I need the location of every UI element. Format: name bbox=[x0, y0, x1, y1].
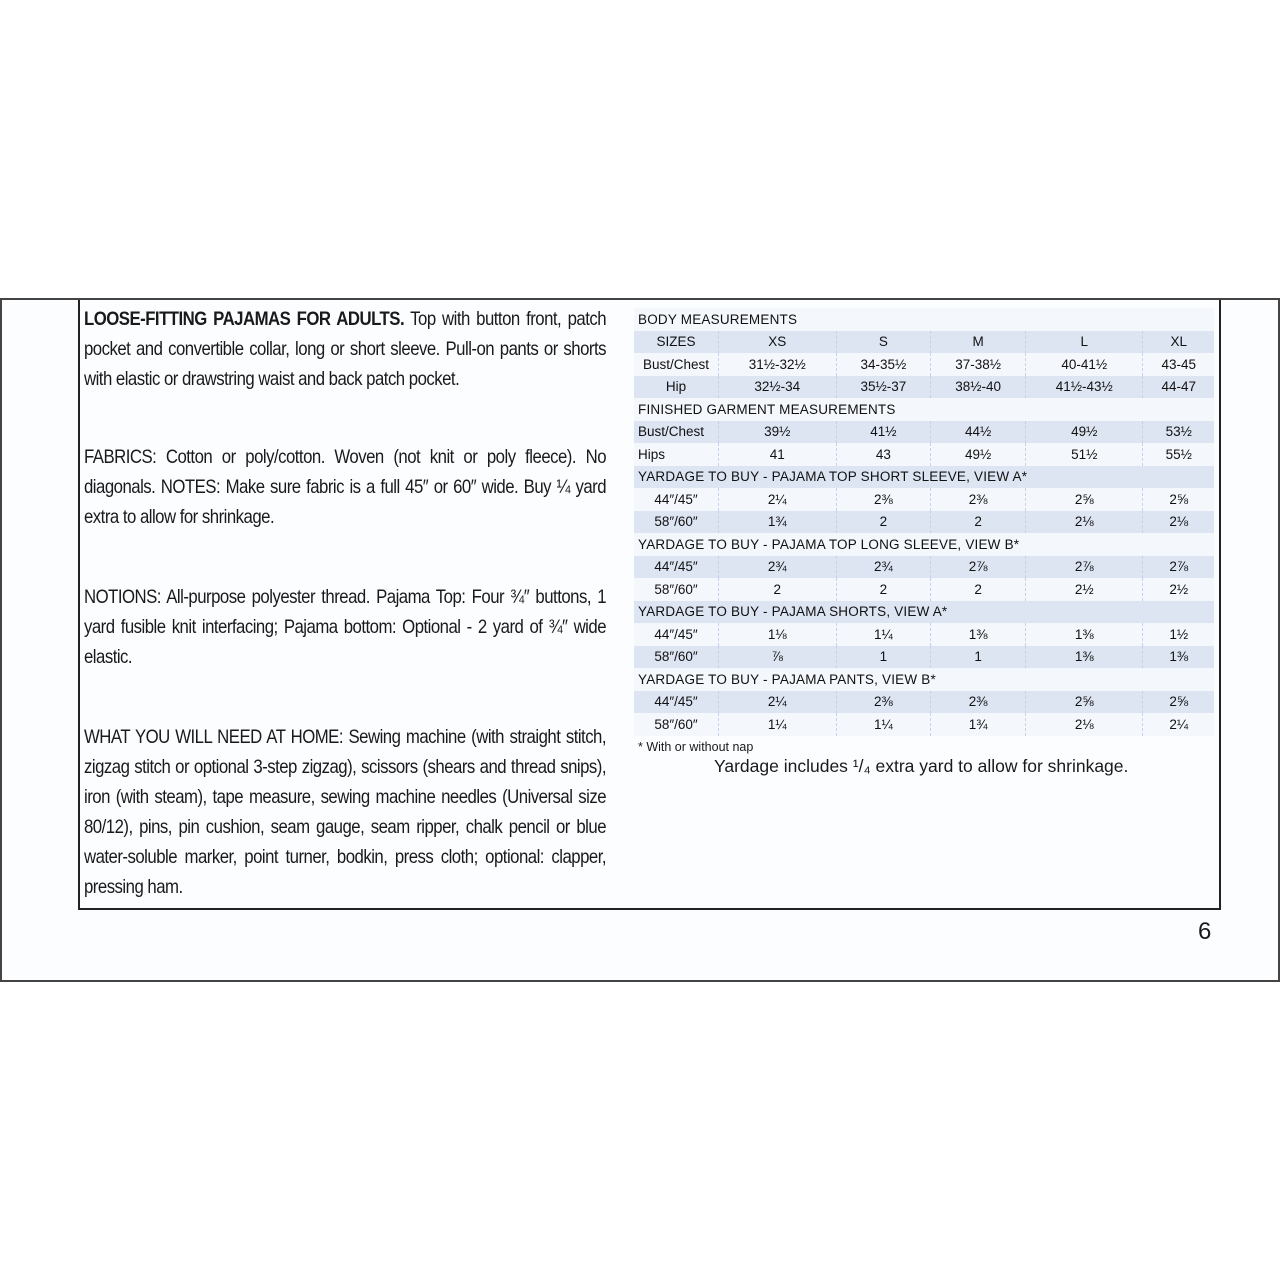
table-cell: 44½ bbox=[931, 421, 1026, 444]
table-cell: 53½ bbox=[1143, 421, 1214, 444]
section-title: YARDAGE TO BUY - PAJAMA TOP SHORT SLEEVE, VIEW A* bbox=[634, 466, 1214, 489]
section-title: FINISHED GARMENT MEASUREMENTS bbox=[634, 398, 1214, 421]
long-sleeve-58-row bbox=[634, 578, 1214, 601]
table-cell: 2⅝ bbox=[1025, 691, 1143, 714]
row-label: 58″/60″ bbox=[634, 578, 719, 601]
table-cell: 2⅛ bbox=[1025, 713, 1143, 736]
intro-title: LOOSE-FITTING PAJAMAS FOR ADULTS. bbox=[84, 308, 405, 330]
shorts-44-row bbox=[634, 623, 1214, 646]
hip-row bbox=[634, 376, 1214, 399]
measurement-table-wrap bbox=[634, 308, 1214, 777]
table-cell: 2¼ bbox=[1143, 713, 1214, 736]
table-cell: 2⅝ bbox=[1143, 691, 1214, 714]
intro-text: Top with button front, patch pocket and convertible collar, long or short sleeve. Pull-on pants or shorts with elastic or drawstring waist and back patch pocket. bbox=[84, 308, 607, 390]
fabrics-paragraph: FABRICS: Cotton or poly/cotton. Woven (not knit or poly fleece). No diagonals. NOTES: Make sure fabric is a full 45″ or 60″ wide. Buy ¼ yard extra to allow for shrinkage. bbox=[84, 446, 607, 528]
table-cell: 1¼ bbox=[836, 623, 931, 646]
table-cell: 32½-34 bbox=[719, 376, 837, 399]
row-label: 44″/45″ bbox=[634, 691, 719, 714]
table-cell: 2⅛ bbox=[1143, 511, 1214, 534]
row-label: 58″/60″ bbox=[634, 713, 719, 736]
table-cell: 2¼ bbox=[719, 488, 837, 511]
table-cell: 43-45 bbox=[1143, 353, 1214, 376]
row-label: 44″/45″ bbox=[634, 623, 719, 646]
table-cell: 55½ bbox=[1143, 443, 1214, 466]
table-cell: 49½ bbox=[1025, 421, 1143, 444]
short-sleeve-58-row bbox=[634, 511, 1214, 534]
bust-chest-row bbox=[634, 353, 1214, 376]
table-cell: 2⅝ bbox=[1143, 488, 1214, 511]
table-cell: 1 bbox=[931, 646, 1026, 669]
section-title: YARDAGE TO BUY - PAJAMA TOP LONG SLEEVE, VIEW B* bbox=[634, 533, 1214, 556]
table-cell: 1½ bbox=[1143, 623, 1214, 646]
section-title: YARDAGE TO BUY - PAJAMA SHORTS, VIEW A* bbox=[634, 601, 1214, 624]
table-cell: 2⅜ bbox=[836, 488, 931, 511]
shorts-58-row bbox=[634, 646, 1214, 669]
pants-44-row bbox=[634, 691, 1214, 714]
measurement-table bbox=[634, 308, 1214, 736]
table-cell: 1⅜ bbox=[1025, 623, 1143, 646]
short-sleeve-header bbox=[634, 466, 1214, 489]
table-cell: 1⅜ bbox=[1143, 646, 1214, 669]
table-cell: 2 bbox=[719, 578, 837, 601]
nap-footnote: * With or without nap bbox=[638, 739, 754, 754]
yardage-note: Yardage includes ¹/₄ extra yard to allow for shrinkage. bbox=[714, 755, 1129, 776]
long-sleeve-header bbox=[634, 533, 1214, 556]
size-cell: L bbox=[1025, 331, 1143, 354]
table-cell: 2⅜ bbox=[931, 691, 1026, 714]
table-cell: 1⅜ bbox=[1025, 646, 1143, 669]
table-cell: 44-47 bbox=[1143, 376, 1214, 399]
table-cell: 2 bbox=[836, 511, 931, 534]
home-needs-paragraph: WHAT YOU WILL NEED AT HOME: Sewing machine (with straight stitch, zigzag stitch or optional 3-step zigzag), scissors (shears and thread snips), iron (with steam), tape measure, sewing machine needles (Universal size 80/12), pins, pin cushion, seam gauge, seam ripper, chalk pencil or blue water-soluble marker, point turner, bodkin, press cloth; optional: clapper, pressing ham. bbox=[84, 726, 607, 898]
table-cell: 51½ bbox=[1025, 443, 1143, 466]
pants-header bbox=[634, 668, 1214, 691]
row-label: 58″/60″ bbox=[634, 646, 719, 669]
table-cell: 1⅜ bbox=[931, 623, 1026, 646]
row-label: Bust/Chest bbox=[634, 353, 719, 376]
row-label: Bust/Chest bbox=[634, 421, 719, 444]
table-cell: 2⅜ bbox=[931, 488, 1026, 511]
table-cell: 1¼ bbox=[836, 713, 931, 736]
table-cell: 2 bbox=[931, 578, 1026, 601]
table-cell: 31½-32½ bbox=[719, 353, 837, 376]
row-label: Hip bbox=[634, 376, 719, 399]
size-cell: XL bbox=[1143, 331, 1214, 354]
table-cell: 2⅜ bbox=[836, 691, 931, 714]
table-cell: 2½ bbox=[1143, 578, 1214, 601]
table-cell: 2⅞ bbox=[1143, 556, 1214, 579]
table-cell: 1 bbox=[836, 646, 931, 669]
short-sleeve-44-row bbox=[634, 488, 1214, 511]
table-cell: 2⅝ bbox=[1025, 488, 1143, 511]
finished-hips-row bbox=[634, 443, 1214, 466]
table-cell: 1¾ bbox=[931, 713, 1026, 736]
table-cell: 39½ bbox=[719, 421, 837, 444]
table-cell: 2¾ bbox=[836, 556, 931, 579]
size-cell: XS bbox=[719, 331, 837, 354]
body-measurements-header bbox=[634, 308, 1214, 331]
pants-58-row bbox=[634, 713, 1214, 736]
row-label: 44″/45″ bbox=[634, 488, 719, 511]
table-cell: 2 bbox=[836, 578, 931, 601]
long-sleeve-44-row bbox=[634, 556, 1214, 579]
table-cell: 41½-43½ bbox=[1025, 376, 1143, 399]
row-label: 44″/45″ bbox=[634, 556, 719, 579]
table-cell: 2⅛ bbox=[1025, 511, 1143, 534]
size-cell: S bbox=[836, 331, 931, 354]
table-cell: 37-38½ bbox=[931, 353, 1026, 376]
section-title: BODY MEASUREMENTS bbox=[634, 308, 1214, 331]
table-cell: 2¾ bbox=[719, 556, 837, 579]
table-cell: 2½ bbox=[1025, 578, 1143, 601]
pattern-page bbox=[0, 298, 1280, 982]
table-cell: ⅞ bbox=[719, 646, 837, 669]
table-cell: 43 bbox=[836, 443, 931, 466]
table-cell: 49½ bbox=[931, 443, 1026, 466]
table-cell: 1⅛ bbox=[719, 623, 837, 646]
shorts-header bbox=[634, 601, 1214, 624]
finished-measurements-header bbox=[634, 398, 1214, 421]
table-cell: 41 bbox=[719, 443, 837, 466]
table-cell: 2⅞ bbox=[931, 556, 1026, 579]
table-cell: 41½ bbox=[836, 421, 931, 444]
finished-bust-row bbox=[634, 421, 1214, 444]
table-cell: 1¾ bbox=[719, 511, 837, 534]
intro-paragraph bbox=[84, 304, 606, 394]
table-cell: 2¼ bbox=[719, 691, 837, 714]
table-cell: 35½-37 bbox=[836, 376, 931, 399]
section-title: YARDAGE TO BUY - PAJAMA PANTS, VIEW B* bbox=[634, 668, 1214, 691]
row-label: SIZES bbox=[634, 331, 719, 354]
table-cell: 2 bbox=[931, 511, 1026, 534]
row-label: 58″/60″ bbox=[634, 511, 719, 534]
table-cell: 2⅞ bbox=[1025, 556, 1143, 579]
table-cell: 34-35½ bbox=[836, 353, 931, 376]
table-cell: 1¼ bbox=[719, 713, 837, 736]
sizes-row bbox=[634, 331, 1214, 354]
table-cell: 40-41½ bbox=[1025, 353, 1143, 376]
table-cell: 38½-40 bbox=[931, 376, 1026, 399]
description-column bbox=[84, 304, 607, 952]
size-cell: M bbox=[931, 331, 1026, 354]
notions-paragraph: NOTIONS: All-purpose polyester thread. Pajama Top: Four ¾″ buttons, 1 yard fusible knit interfacing; Pajama bottom: Optional - 2 yard of ¾″ wide elastic. bbox=[84, 586, 607, 668]
row-label: Hips bbox=[634, 443, 719, 466]
page-number: 6 bbox=[1198, 918, 1212, 945]
